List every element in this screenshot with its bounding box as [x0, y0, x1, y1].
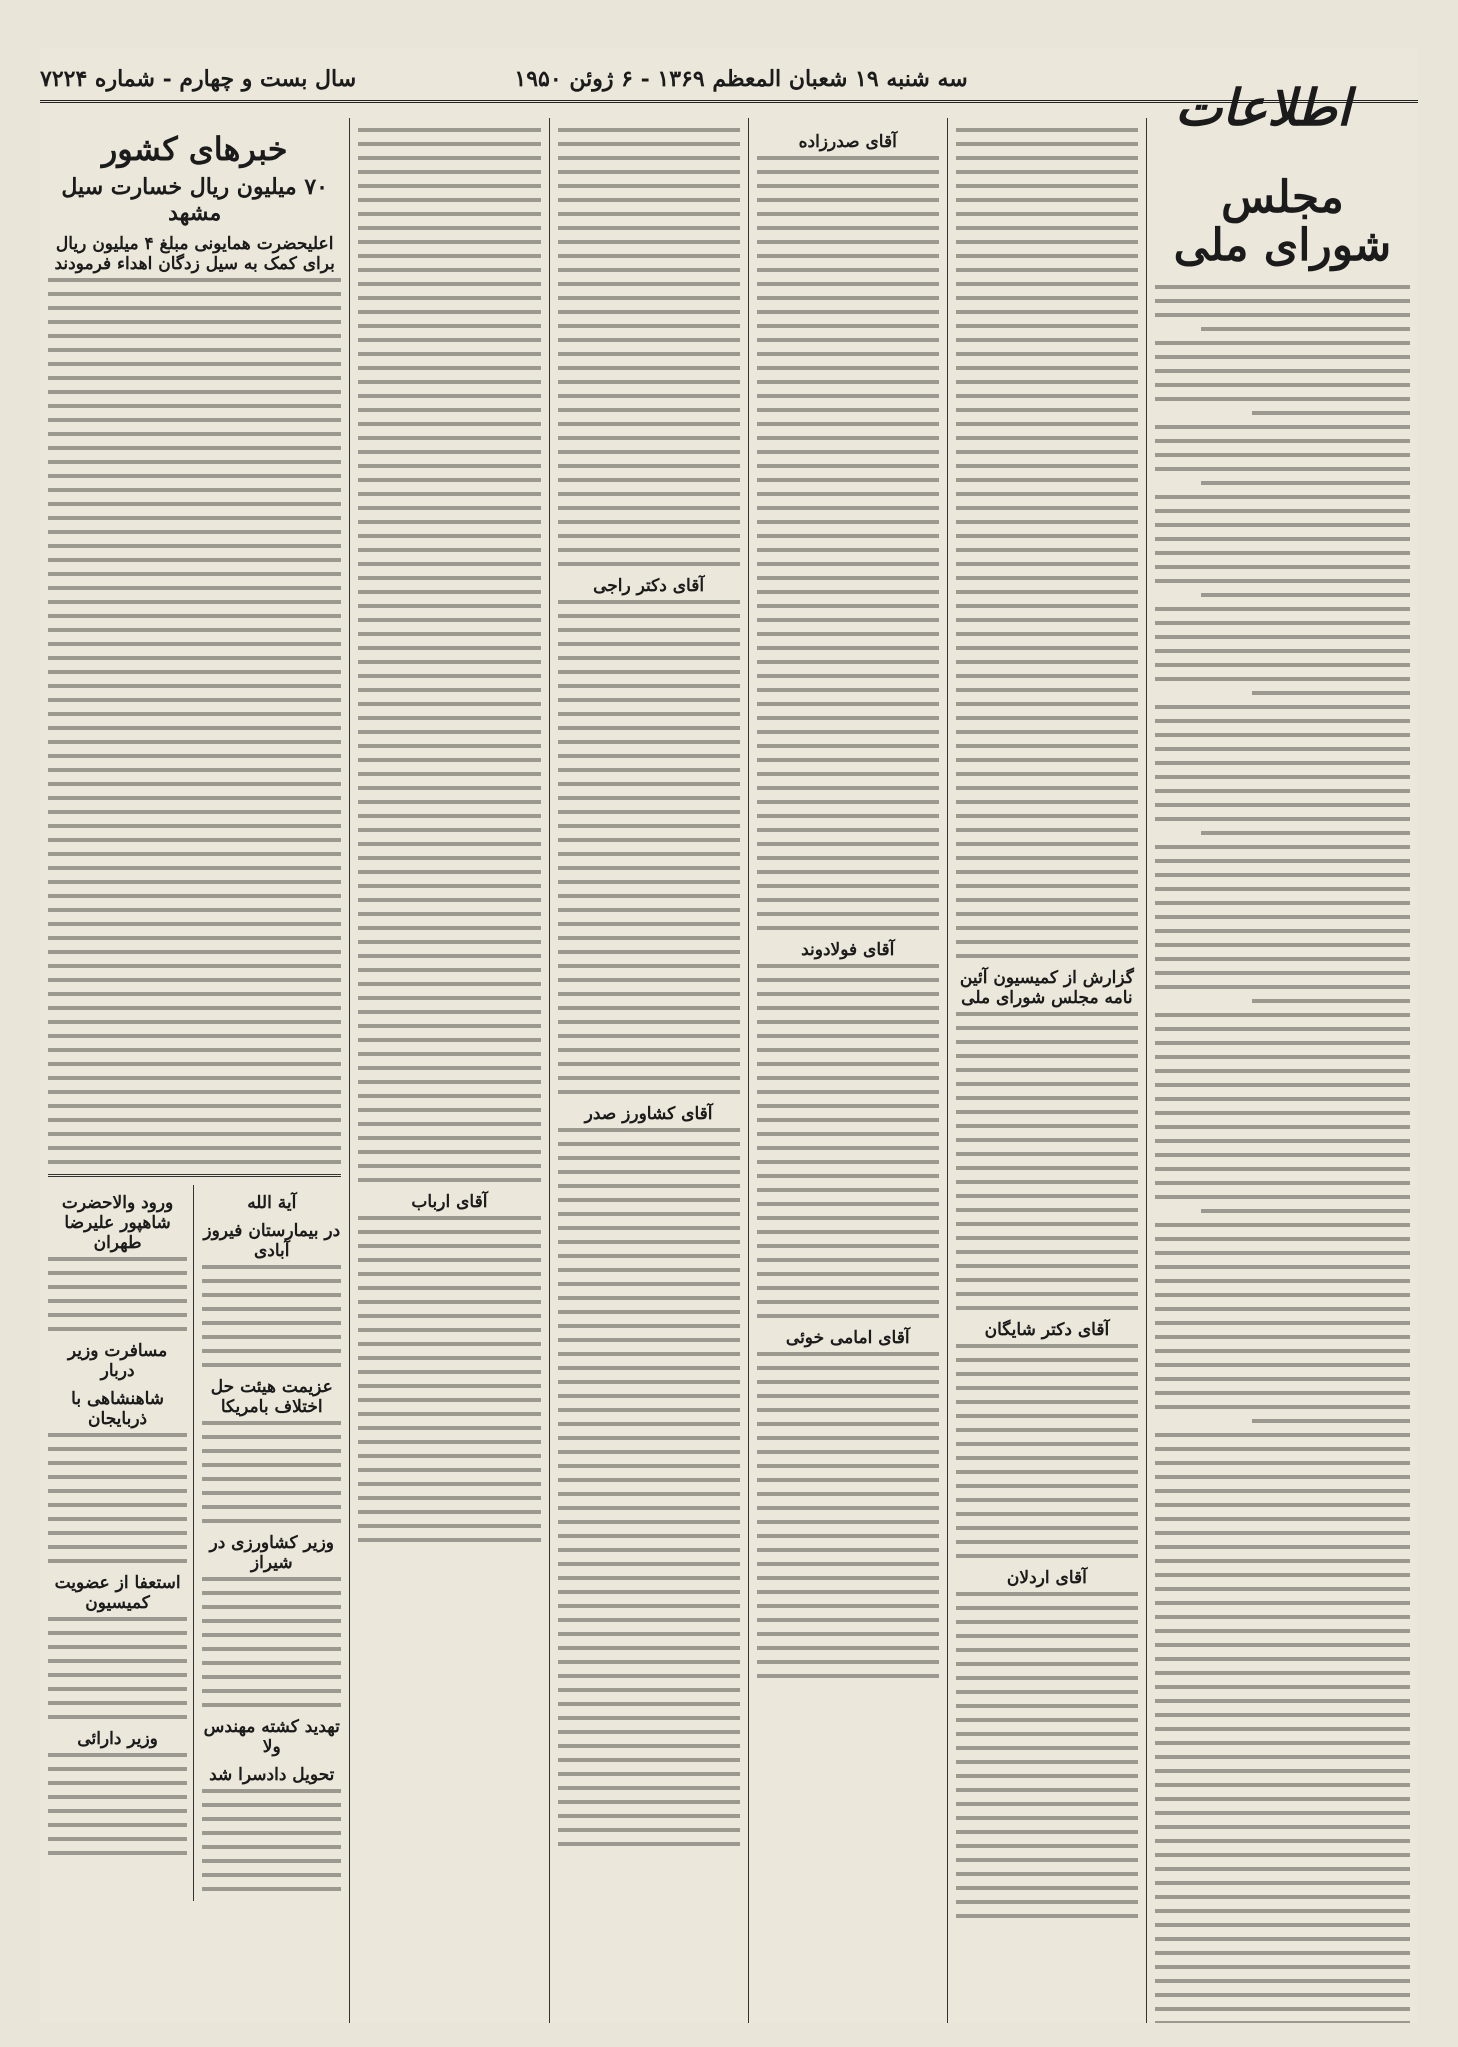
heading-travel: مسافرت وزیر دربار [67, 1341, 168, 1381]
news-subcolumns [48, 1185, 341, 1901]
body-text [48, 1753, 187, 1855]
column-country-news [40, 118, 349, 2023]
body-text [202, 1265, 341, 1367]
body-text [358, 128, 540, 1182]
heading-ayatollah: آیة الله [247, 1193, 297, 1213]
heading-speaker: آقای دکتر شایگان [984, 1320, 1110, 1340]
newspaper-page [40, 48, 1418, 2023]
column-4 [549, 118, 748, 2023]
body-text [48, 1257, 187, 1331]
body-text [558, 600, 740, 1094]
issue-number: سال بست و چهارم - شماره ۷۲۲۴ [40, 66, 357, 92]
heading-tahvil: تحویل دادسرا شد [209, 1765, 335, 1785]
body-text [956, 1012, 1138, 1310]
section-divider [48, 1174, 341, 1177]
body-text [956, 1592, 1138, 1918]
flood-headline: ۷۰ میلیون ریال خسارت سیل مشهد [61, 174, 328, 226]
column-parliament [1146, 118, 1418, 2023]
body-text [956, 1344, 1138, 1558]
heading-emami: آقای امامی خوئی [785, 1328, 910, 1348]
masthead: اطلاعات [1175, 78, 1351, 137]
heading-arbab: آقای ارباب [411, 1192, 488, 1212]
flood-subheadline: اعلیحضرت همایونی مبلغ ۴ میلیون ریال برای کمک به سیل زدگان اهداء فرمودند [54, 234, 335, 274]
body-text [757, 156, 939, 930]
heading-azerbaijan: شاهنشاهی با ذربایجان [71, 1389, 164, 1429]
body-text [558, 128, 740, 566]
parliament-title: مجلس شورای ملی [1173, 172, 1392, 272]
heading-sadrzadeh: آقای صدرزاده [798, 132, 897, 152]
heading-agri: وزیر کشاورزی در شیراز [209, 1533, 335, 1573]
column-3 [748, 118, 947, 2023]
body-text [558, 1128, 740, 1846]
body-text [202, 1421, 341, 1523]
body-text [1155, 285, 1410, 2023]
heading-resign: استعفا از عضویت کمیسیون [54, 1573, 181, 1613]
heading-finance: وزیر دارائی [77, 1729, 158, 1749]
heading-dispute: عزیمت هیئت حل اختلاف بامریکا [210, 1377, 333, 1417]
news-subcolumn-left [48, 1185, 194, 1901]
heading-fouladvand: آقای فولادوند [801, 940, 895, 960]
body-text [202, 1789, 341, 1891]
body-text [956, 128, 1138, 958]
heading-report: گزارش از کمیسیون آئین نامه مجلس شورای ملی [959, 968, 1134, 1008]
body-text [757, 1352, 939, 1678]
news-subcolumn-right [202, 1185, 341, 1901]
heading-hospital: در بیمارستان فیروز آبادی [203, 1221, 341, 1261]
body-text [48, 278, 341, 1164]
body-text [202, 1577, 341, 1707]
column-2 [947, 118, 1146, 2023]
heading-keshavarz: آقای کشاورز صدر [584, 1104, 713, 1124]
body-text [757, 964, 939, 1318]
country-news-title: خبرهای کشور [101, 130, 288, 168]
body-text [358, 1216, 540, 1542]
columns [40, 118, 1418, 2023]
column-5 [349, 118, 548, 2023]
heading-rajai: آقای دکتر راجی [593, 576, 705, 596]
body-text [48, 1433, 187, 1563]
issue-date: سه شنبه ۱۹ شعبان المعظم ۱۳۶۹ - ۶ ژوئن ۱۹۵۰ [514, 66, 968, 92]
heading-arrival: ورود والاحضرت شاهپور علیرضا طهران [61, 1193, 174, 1253]
heading-threat: تهدید کشته مهندس ولا [203, 1717, 340, 1757]
body-text [48, 1617, 187, 1719]
heading-ardalan: آقای اردلان [1006, 1568, 1087, 1588]
